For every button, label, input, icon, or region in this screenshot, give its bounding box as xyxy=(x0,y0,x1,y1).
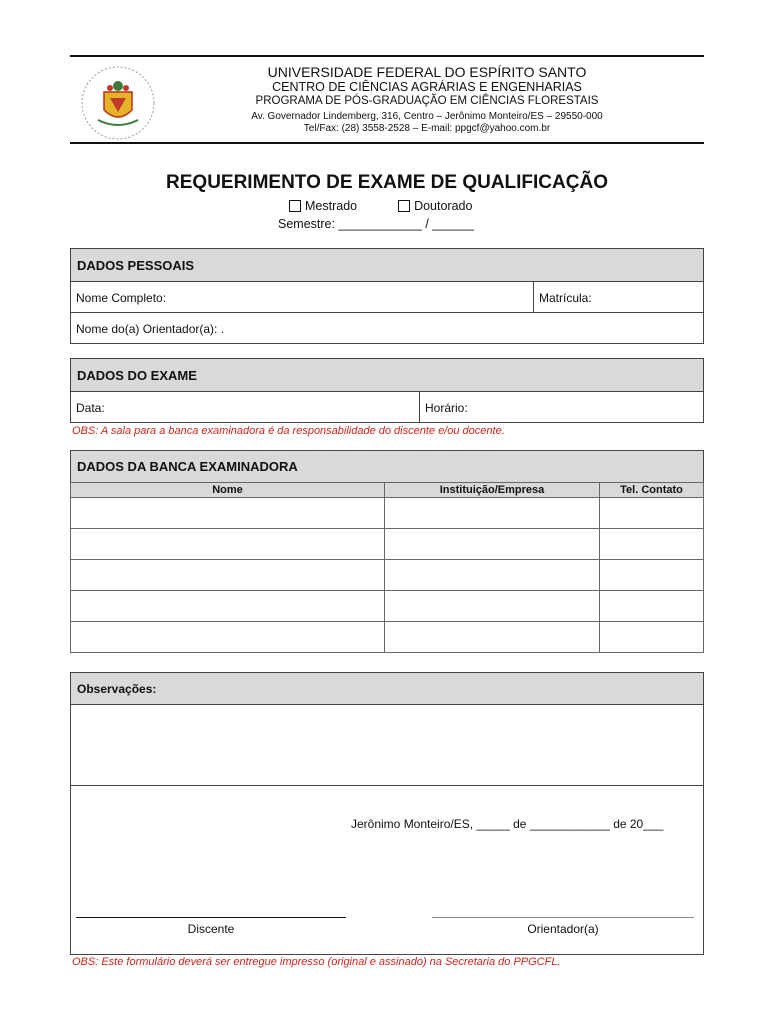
banca-nome-cell[interactable] xyxy=(71,591,385,622)
contact-line: Tel/Fax: (28) 3558-2528 – E-mail: ppgcf@yahoo.com.br xyxy=(303,123,551,134)
university-seal-logo xyxy=(70,64,166,142)
orientador-label: Nome do(a) Orientador(a): . xyxy=(76,322,225,336)
semestre-field[interactable]: Semestre: ____________ / ______ xyxy=(278,217,474,231)
banca-title: DADOS DA BANCA EXAMINADORA xyxy=(77,459,298,474)
table-row xyxy=(71,591,704,622)
banca-instituicao-cell[interactable] xyxy=(385,529,600,560)
nome-completo-row[interactable] xyxy=(70,281,704,313)
banca-instituicao-cell[interactable] xyxy=(385,622,600,653)
col-instituicao-header: Instituição/Empresa xyxy=(385,483,600,498)
banca-nome-cell[interactable] xyxy=(71,560,385,591)
observacoes-title: Observações: xyxy=(77,682,157,696)
header-top-rule xyxy=(70,55,704,57)
data-horario-row[interactable] xyxy=(70,391,704,423)
table-row xyxy=(71,560,704,591)
header-bottom-rule xyxy=(70,142,704,144)
dados-exame-title: DADOS DO EXAME xyxy=(77,368,197,383)
discente-label: Discente xyxy=(187,922,235,936)
mestrado-checkbox[interactable] xyxy=(289,200,301,212)
banca-tel-cell[interactable] xyxy=(600,560,704,591)
banca-nome-cell[interactable] xyxy=(71,498,385,529)
banca-table xyxy=(70,482,704,653)
table-row xyxy=(71,529,704,560)
observacoes-header xyxy=(70,672,704,705)
discente-signature-line[interactable] xyxy=(76,917,346,918)
university-name: UNIVERSIDADE FEDERAL DO ESPÍRITO SANTO xyxy=(267,64,587,80)
banca-nome-cell[interactable] xyxy=(71,622,385,653)
col-tel-header: Tel. Contato xyxy=(600,483,704,498)
banca-instituicao-cell[interactable] xyxy=(385,498,600,529)
place-date-line[interactable]: Jerônimo Monteiro/ES, _____ de ____________ de 20___ xyxy=(351,817,664,831)
orientador-row[interactable] xyxy=(70,312,704,344)
address-line: Av. Governador Lindemberg, 316, Centro – Jerônimo Monteiro/ES – 29550-000 xyxy=(251,111,603,122)
dados-pessoais-header xyxy=(70,248,704,282)
doutorado-checkbox[interactable] xyxy=(398,200,410,212)
matricula-label: Matrícula: xyxy=(539,291,592,305)
col-nome-header: Nome xyxy=(71,483,385,498)
data-label: Data: xyxy=(76,401,105,415)
banca-header xyxy=(70,450,704,483)
banca-nome-cell[interactable] xyxy=(71,529,385,560)
dados-exame-header xyxy=(70,358,704,392)
banca-table-header-row xyxy=(71,483,704,498)
table-row xyxy=(71,622,704,653)
banca-instituicao-cell[interactable] xyxy=(385,591,600,622)
horario-label: Horário: xyxy=(425,401,468,415)
form-title: REQUERIMENTO DE EXAME DE QUALIFICAÇÃO xyxy=(166,172,608,193)
banca-instituicao-cell[interactable] xyxy=(385,560,600,591)
doutorado-label: Doutorado xyxy=(414,199,473,213)
banca-tel-cell[interactable] xyxy=(600,591,704,622)
banca-tel-cell[interactable] xyxy=(600,622,704,653)
table-row xyxy=(71,498,704,529)
dados-pessoais-title: DADOS PESSOAIS xyxy=(77,258,195,273)
horario-divider xyxy=(419,392,420,422)
submission-note: OBS: Este formulário deverá ser entregue impresso (original e assinado) na Secretaria do PPGCFL. xyxy=(72,956,561,968)
signature-area xyxy=(70,785,704,955)
mestrado-label: Mestrado xyxy=(305,199,358,213)
banca-tel-cell[interactable] xyxy=(600,529,704,560)
program-name: PROGRAMA DE PÓS-GRADUAÇÃO EM CIÊNCIAS FLORESTAIS xyxy=(255,95,599,107)
observacoes-textarea[interactable] xyxy=(70,704,704,786)
nome-completo-label: Nome Completo: xyxy=(76,291,167,305)
center-name: CENTRO DE CIÊNCIAS AGRÁRIAS E ENGENHARIAS xyxy=(272,80,582,94)
exam-room-note: OBS: A sala para a banca examinadora é da responsabilidade do discente e/ou docente. xyxy=(72,425,505,437)
banca-tel-cell[interactable] xyxy=(600,498,704,529)
orientador-label: Orientador(a) xyxy=(527,922,599,936)
degree-options xyxy=(289,199,472,213)
orientador-signature-line[interactable] xyxy=(432,917,694,918)
matricula-divider xyxy=(533,282,534,312)
